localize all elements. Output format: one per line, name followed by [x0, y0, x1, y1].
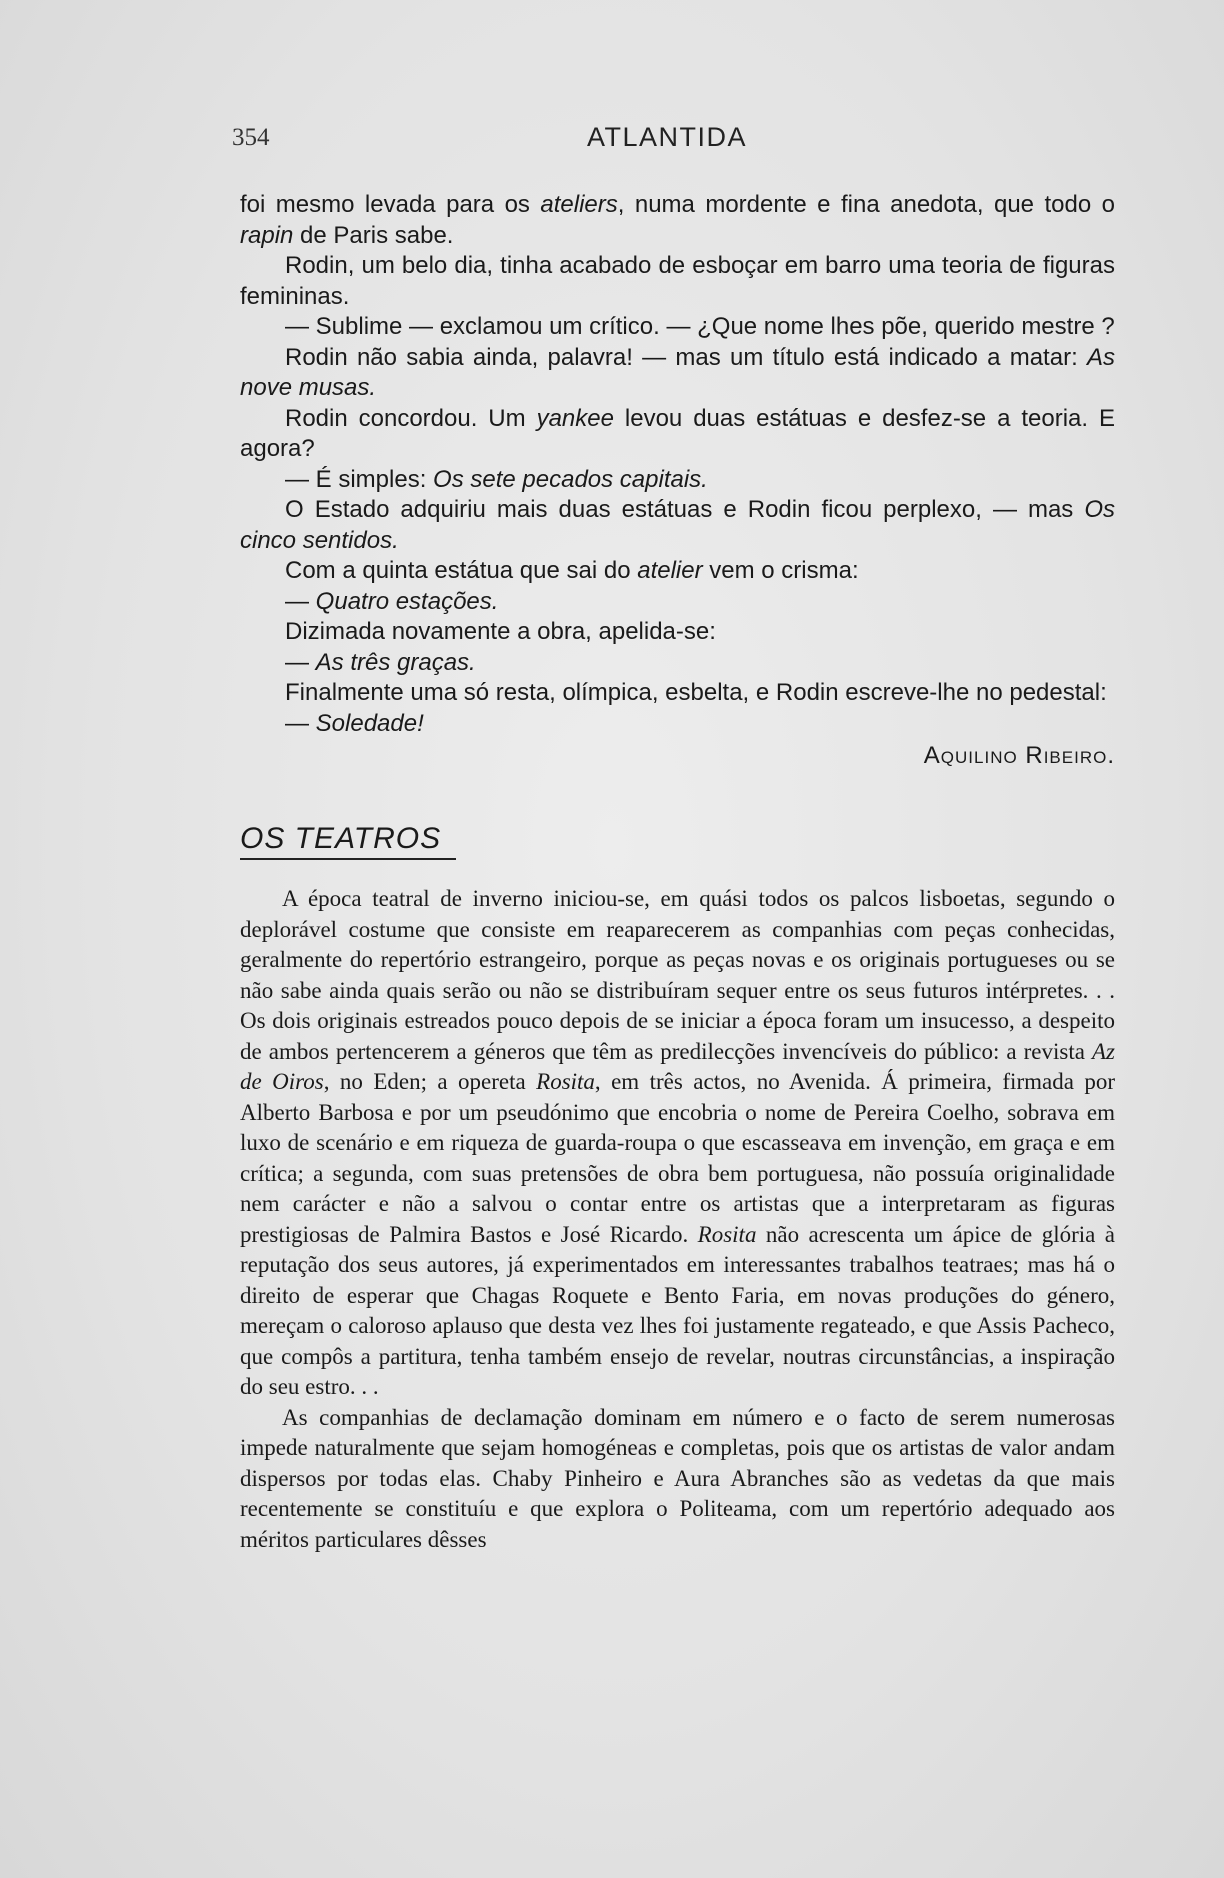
paragraph: Dizimada novamente a obra, apelida-se: [285, 618, 716, 645]
running-title: ATLANTIDA [586, 122, 748, 152]
dialogue-line: — Soledade! [285, 709, 424, 737]
paragraph: As companhias de declamação dominam em número e o facto de serem numerosas impede naturalmente que sejam homogéneas e completas, pois que os artistas de valor andam dispersos por todas elas. Chaby Pinheiro e Aura Abranches são as vedetas da que mais recentemente se constituíu e que explora o Politeama, com um repertório adequado aos méritos particulares dêsses [240, 1404, 1115, 1552]
paragraph: A época teatral de inverno iniciou-se, em quási todos os palcos lisboetas, segundo o deplorável costume que consiste em reaparecerem as companhias com peças conhecidas, geralmente do repertório estrangeiro, porque as peças novas e os originais portugueses ou se não sabe ainda quais serão ou não se distribuíram sequer entre os seus futuros intérpretes. . . Os dois originais estreados pouco depois de se iniciar a época foram um insucesso, a despeito de ambos pertencerem a géneros que têm as predilecções invencíveis do público: a revista Az de Oiros, no Eden; a opereta Rosita, em três actos, no Avenida. Á primeira, firmada por Alberto Barbosa e por um pseudónimo que encobria o nome de Pereira Coelho, sobrava em luxo de scenário e em riqueza de guarda-roupa o que escasseava em invenção, em graça e em crítica; a segunda, com suas pretensões de obra bem portuguesa, não possuía originalidade nem carácter e não a salvou o contar entre os artistas que a interpretaram as figuras prestigiosas de Palmira Bastos e José Ricardo. Rosita não acrescenta um ápice de glória à reputação dos seus autores, já experimentados em interessantes trabalhos teatraes; mas há o direito de esperar que Chagas Roquete e Bento Faria, em novas produções do género, mereçam o caloroso aplauso que desta vez lhes foi justamente regateado, e que Assis Pacheco, que compôs a partitura, tenha também ensejo de revelar, noutras circunstâncias, a inspiração do seu estro. . . [240, 886, 1115, 1399]
paragraph: Rodin não sabia ainda, palavra! — mas um título está indicado a matar: As nove musas. [240, 343, 1115, 401]
paragraph: Rodin, um belo dia, tinha acabado de esboçar em barro uma teoria de figuras femininas. [240, 252, 1115, 310]
dialogue-line: — As três graças. [285, 648, 476, 676]
paragraph: O Estado adquiriu mais duas estátuas e Rodin ficou perplexo, — mas Os cinco sentidos. [240, 496, 1115, 554]
paragraph: foi mesmo levada para os ateliers, numa mordente e fina anedota, que todo o rapin de Paris sabe. [240, 191, 1115, 249]
paragraph: Com a quinta estátua que sai do atelier vem o crisma: [285, 557, 859, 584]
page-header [232, 118, 1102, 154]
author-signature: Aquilino Ribeiro. [923, 742, 1115, 769]
paragraph: Rodin concordou. Um yankee levou duas estátuas e desfez-se a teoria. E agora? [240, 404, 1116, 462]
rodin-anecdote [240, 190, 1115, 773]
page-number: 354 [232, 124, 270, 151]
paragraph: Finalmente uma só resta, olímpica, esbelta, e Rodin escreve-lhe no pedestal: [285, 679, 1107, 706]
dialogue-line: — Sublime — exclamou um crítico. — ¿Que nome lhes põe, querido mestre ? [285, 313, 1115, 340]
section-title: OS TEATROS [240, 822, 456, 860]
theatre-review [240, 884, 1115, 1555]
dialogue-line: — É simples: Os sete pecados capitais. [285, 465, 708, 493]
dialogue-line: — Quatro estações. [285, 587, 499, 615]
